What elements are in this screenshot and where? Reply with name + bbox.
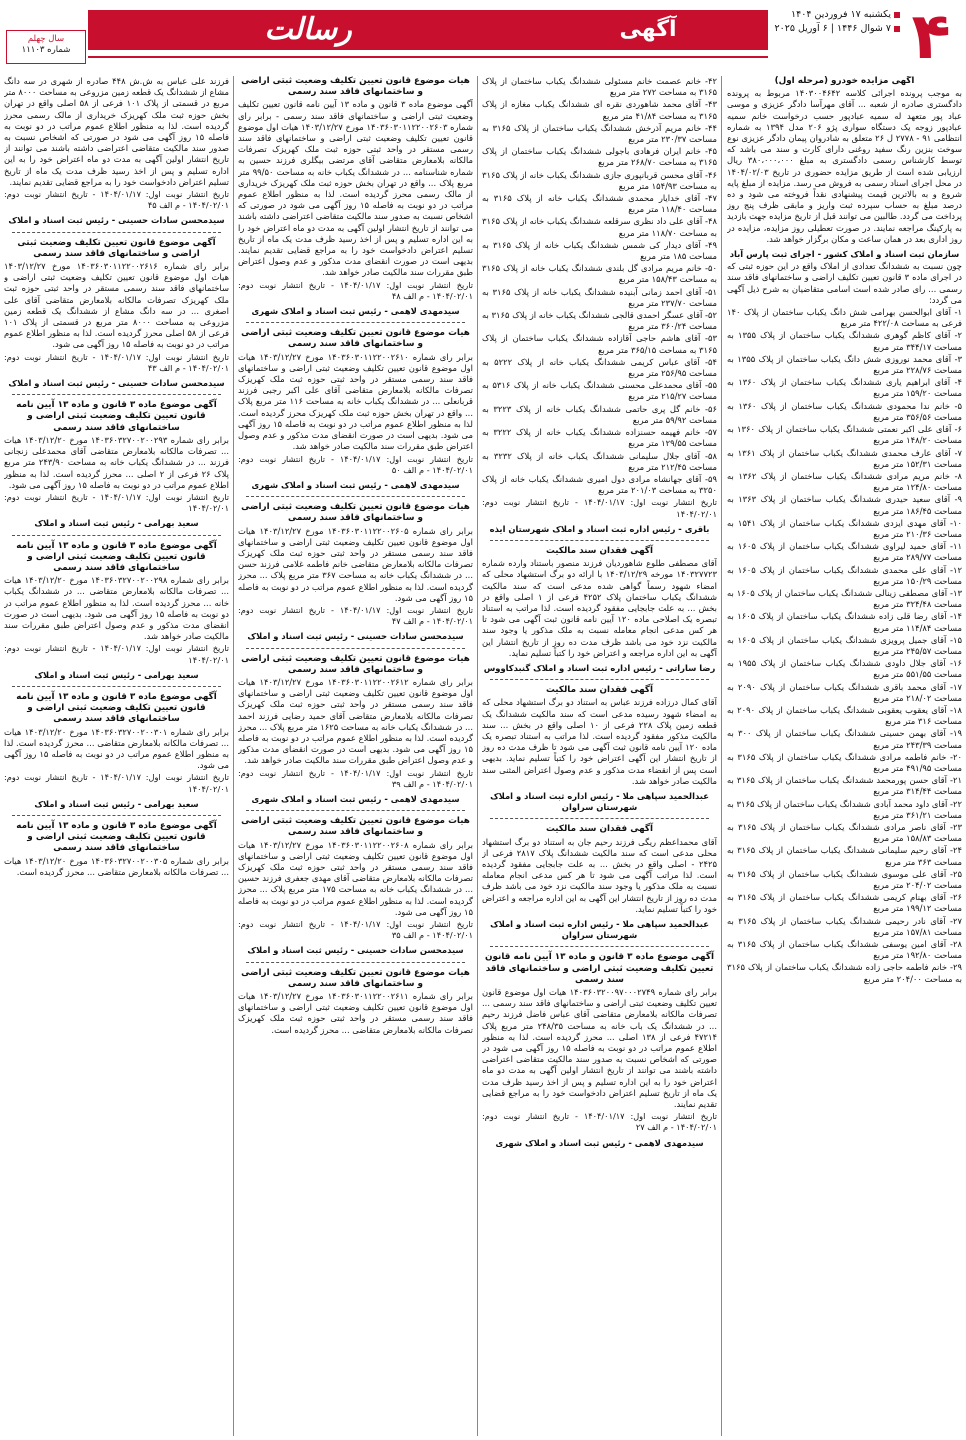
ad-signature: سیدمهدی لاهمی - رئیس ثبت اسناد و املاک شهری [251, 306, 460, 317]
ad-title: آگهی موضوع ماده ۳ قانون و ماده ۱۳ آیین نامه قانون تعیین تکلیف وضعیت ثبتی اراضی و ساختمانهای فاقد سند رسمی [16, 400, 217, 433]
ad-body: ۱۰- آقای مهدی ایزدی ششدانگ یکباب ساختمان از پلاک ۱۵۴۱ به مساحت ۲۱۰/۳۶ متر مربع [727, 517, 962, 539]
newspaper-logo: رسالت [88, 10, 528, 50]
ad-body: برابر رای شماره ۱۴۰۳۶۰۳۰۱۱۲۲۰۰۲۶۱۰ مورخ ۱۴۰۳/۱۲/۲۷ هیات اول موضوع قانون تعیین تکلیف وضعیت ثبتی اراضی و ساختمانهای فاقد سند رسمی مستقر در واحد ثبتی حوزه ثبت ملک کهریزک تصرفات مالکانه بلامعارض متقاضی آقای علی اکبر رجبی فرزند قربانعلی ... در ششدانگ یکباب خانه به مساحت ۱۱۶ متر مربع پلاک ... واقع در تهران بخش حوزه ثبت ملک کهریزک محرز گردیده است. لذا به منظور اطلاع عموم مراتب در دو نوبت به فاصله ۱۵ روز آگهی می شود. بدیهی است در صورت انقضای مدت مذکور و عدم وصول اعتراض طبق مقررات سند مالکیت صادر خواهد شد. [238, 351, 473, 452]
ad-separator [490, 679, 709, 680]
ad-body: ۱- آقای ابوالحسن بهرامی شش دانگ یکباب ساختمان از پلاک ۱۴۰ فرعی به مساحت ۴۲۲/۰۸ متر مربع [727, 307, 962, 329]
ad-title: هیات موضوع قانون تعیین تکلیف وضعیت ثبتی اراضی و ساختمانهای فاقد سند رسمی [241, 816, 470, 838]
column-1 [727, 76, 962, 1436]
ad-signature: سیدمحسن سادات حسینی - رئیس ثبت اسناد و املاک [8, 378, 225, 389]
ad-title: آگهی موضوع ماده ۳ قانون و ماده ۱۳ آیین نامه قانون تعیین تکلیف وضعیت ثبتی اراضی و ساختمانهای فاقد سند رسمی [16, 820, 217, 854]
ad-body: ۴۳- آقای محمد شاهوردی نقره ای ششدانگ یکباب مغازه از پلاک ۳۱۶۵ به مساحت ۴۱/۸۴ متر مربع [482, 99, 717, 121]
ad-signature: سیدمهدی لاهمی - رئیس ثبت اسناد و املاک شهری [251, 479, 460, 490]
ad-signature: سیدمحسن سادات حسینی - رئیس ثبت اسناد و املاک [247, 945, 464, 956]
ad-body: ۱۵- آقای جمیل پرویزی ششدانگ یکباب ساختمان از پلاک ۱۶۰۵ به مساحت ۲۴۵/۵۷ متر مربع [727, 634, 962, 656]
ad-publish-date: تاریخ انتشار نوبت اول: ۱۴۰۴/۰۱/۱۷ - تاریخ انتشار نوبت دوم: ۱۴۰۴/۰۲/۰۱ - م الف ۳۹ [238, 767, 473, 789]
ad-separator [490, 818, 709, 819]
ad-title: هیات موضوع قانون تعیین تکلیف وضعیت ثبتی اراضی و ساختمانهای فاقد سند رسمی [241, 76, 470, 98]
section-title: آگهی [528, 10, 768, 50]
ad-body: برابر رای شماره ۱۴۰۳۶۰۳۲۷۰۰۲۰۰۲۹۸ مورخ ۱۴۰۳/۱۲/۲۰ هیات ... تصرفات مالکانه بلامعارض متقاضی ... در ششدانگ یکباب خانه ... محرز گردیده است. لذا به منظور اطلاع عموم مراتب در دو نوبت به فاصله ۱۵ روز آگهی می شود. بدیهی است در صورت انقضای مدت مذکور و عدم وصول اعتراض طبق مقررات سند مالکیت صادر خواهد شد. [4, 575, 229, 642]
ad-body: برابر رای شماره ۱۴۰۳۶۰۳۲۷۰۰۲۰۰۳۰۱ مورخ ۱۴۰۳/۱۲/۲۰ هیات ... تصرفات مالکانه بلامعارض متقاضی ... محرز گردیده است. لذا به منظور اطلاع عموم مراتب در دو نوبت به فاصله ۱۵ روز آگهی می شود. [4, 726, 229, 771]
issue-year: سال چهلم [27, 34, 65, 44]
ad-body: ۱۷- آقای محمد باقری ششدانگ یکباب ساختمان از پلاک ۲۰۹۰ به مساحت ۲۱۸/۰۲ متر مربع [727, 681, 962, 703]
ad-body: ۷- آقای عارف محمدی ششدانگ یکباب ساختمان از پلاک ۱۳۶۱ به مساحت ۱۵۲/۳۱ متر مربع [727, 447, 962, 469]
ad-body: ۵۹- آقای جهانشاه مرادی دول امیری ششدانگ یکباب خانه از پلاک ۳۲۵۰ به مساحت ۲۰۱/۰۳ متر مربع [482, 473, 717, 496]
ad-body: ۵۵- آقای محمدعلی محسنی ششدانگ یکباب خانه از پلاک ۵۳۱۶ به مساحت ۲۱۵/۲۷ متر مربع [482, 380, 717, 402]
ad-publish-date: تاریخ انتشار نوبت اول: ۱۴۰۴/۰۱/۱۷ - تاریخ انتشار نوبت دوم: ۱۴۰۴/۰۲/۰۱ [4, 491, 229, 514]
ad-body: ۵۴- آقای عباس کریمی ششدانگ یکباب خانه از پلاک ۵۲۲۲ به مساحت ۲۵۶/۹۵ متر مربع [482, 356, 717, 379]
ad-title: آگهی مزایده خودرو (مرحله اول) [774, 76, 915, 86]
ad-body: برابر رای شماره ۱۴۰۳۶۰۳۲۷۰۰۲۰۰۳۰۵ مورخ ۱۴۰۳/۱۲/۲۰ هیات ... تصرفات مالکانه بلامعارض متقاضی ... محرز گردیده است. [4, 855, 229, 877]
ad-body: آقای محمداعظم ریگی فرزند رحیم جان به استناد دو برگ استشهاد محلی مدعی است که سند مالکیت ششدانگ پلاک ۲۸۱۷ فرعی از ۲۴۲۵ - اصلی واقع در بخش ... به علت جابجایی مفقود گردیده است. لذا مراتب آگهی می شود تا هر کس مدعی انجام معامله نسبت به ملک مذکور یا وجود سند مالکیت نزد خود می باشد ظرف مدت ده روز از تاریخ انتشار این آگهی به این اداره مراجعه و اعتراض خود را کتباً تسلیم نماید. [482, 836, 717, 914]
ad-signature: عبدالحمید سپاهی ملا - رئیس اداره ثبت اسناد و املاک شهرستان سراوان [490, 919, 709, 941]
ad-body: ۴- آقای ابراهیم یاری ششدانگ یکباب ساختمان از پلاک ۱۳۶۰ به مساحت ۱۵۹/۲۰ متر مربع [727, 377, 962, 399]
column-4 [4, 76, 229, 1436]
ad-title: هیات موضوع قانون تعیین تکلیف وضعیت ثبتی اراضی و ساختمانهای فاقد سند رسمی [241, 328, 470, 350]
header-divider [88, 56, 768, 58]
ad-body: ۴۵- خانم ایران فرهادی باجولی ششدانگ یکباب ساختمان از پلاک ۳۱۶۵ به مساحت ۲۶۸/۷۰ متر مربع [482, 146, 717, 168]
ad-separator [246, 496, 465, 497]
ad-signature: عبدالحمید سپاهی ملا - رئیس اداره ثبت اسناد و املاک شهرستان سراوان [490, 790, 709, 813]
ad-signature: سیدمهدی لاهمی - رئیس ثبت اسناد و املاک شهری [251, 793, 460, 804]
column-rule [721, 76, 722, 1436]
ad-body: ۲۶- آقای بهنام کریمی ششدانگ یکباب ساختمان از پلاک ۳۱۶۵ به مساحت ۱۹۹/۱۲ متر مربع [727, 892, 962, 914]
ad-body: ۲۰- خانم فاطمه مرادی ششدانگ یکباب ساختمان از پلاک ۳۱۶۵ به مساحت ۴۹۱/۹۵ متر مربع [727, 751, 962, 773]
ad-separator [246, 648, 465, 649]
ad-body: ۳- آقای محمد نوروزی شش دانگ یکباب ساختمان از پلاک ۱۳۵۵ به مساحت ۲۲۸/۷۶ متر مربع [727, 353, 962, 376]
column-3 [238, 76, 473, 1436]
column-rule [233, 76, 234, 1436]
date-line-1: یکشنبه ۱۷ فروردین ۱۴۰۴ [770, 8, 900, 22]
ad-body: برابر رای شماره ۱۴۰۳۶۰۳۰۱۱۲۲۰۰۲۶۱۲ مورخ ۱۴۰۳/۱۲/۲۷ هیات اول موضوع قانون تعیین تکلیف وضعیت ثبتی اراضی و ساختمانهای فاقد سند رسمی مستقر در واحد ثبتی حوزه ثبت ملک کهریزک تصرفات مالکانه بلامعارض متقاضی آقای حمید رضایی فرزند احمد ... در ششدانگ یکباب خانه به مساحت ۱۶۲۵ متر مربع پلاک ... محرز گردیده است. لذا به منظور اطلاع عموم مراتب در دو نوبت به فاصله ۱۵ روز آگهی می شود. بدیهی است در صورت انقضای مدت مذکور و عدم وصول اعتراض طبق مقررات سند مالکیت صادر خواهد شد. [238, 676, 473, 766]
ad-body: برابر رای شماره ۱۴۰۳۶۰۳۲۰۰۹۷۰۰۰۲۷۴۹ هیات اول موضوع قانون تعیین تکلیف وضعیت ثبتی اراضی و ساختمانهای فاقد سند رسمی ... تصرفات مالکانه بلامعارض متقاضی آقای عباس فاضل فرزند رحیم ... در ششدانگ یک باب خانه به مساحت ۲۴۸/۳۵ متر مربع پلاک ۴۷۲۱۴ فرعی از ۱۳۸ اصلی ... محرز گردیده است. لذا به منظور اطلاع عموم مراتب در دو نوبت به فاصله ۱۵ روز آگهی می شود در صورتی که اشخاص نسبت به صدور سند مالکیت متقاضی اعتراضی داشته باشند می توانند از تاریخ انتشار اولین آگهی به مدت دو ماه اعتراض خود را به این اداره تسلیم و پس از اخذ رسید ظرف مدت یک ماه از تاریخ تسلیم اعتراض دادخواست خود را به مراجع قضایی تقدیم نمایند. [482, 987, 717, 1110]
page-number: ۴ [911, 0, 951, 74]
ad-body: ۲۲- آقای داود محمد آبادی ششدانگ یکباب ساختمان از پلاک ۳۱۶۵ به مساحت ۳۶۱/۲۱ متر مربع [727, 798, 962, 820]
ad-signature: سازمان ثبت اسناد و املاک کشور - اجرای ثبت پارس آباد [729, 249, 960, 260]
ad-body: برابر رای شماره ۱۴۰۳۶۰۳۰۱۱۲۲۰۰۲۶۰۸ مورخ ۱۴۰۳/۱۲/۲۷ هیات اول موضوع قانون تعیین تکلیف وضعیت ثبتی اراضی و ساختمانهای فاقد سند رسمی مستقر در واحد ثبتی حوزه ثبت ملک کهریزک تصرفات مالکانه بلامعارض متقاضی آقای مهدی جعفری فرزند حسین ... در ششدانگ یکباب خانه به مساحت ۱۷۵ متر مربع پلاک ... محرز گردیده است. لذا به منظور اطلاع عموم مراتب در دو نوبت به فاصله ۱۵ روز آگهی می شود. [238, 839, 473, 917]
ad-title: آگهی موضوع ماده ۳ قانون و ماده ۱۳ آیین نامه قانون تعیین تکلیف وضعیت ثبتی اراضی و ساختمانهای فاقد سند رسمی [16, 540, 217, 573]
ad-separator [490, 540, 709, 541]
ad-body: ۵۰- خانم مریم مرادی گل بلندی ششدانگ یکباب خانه از پلاک ۳۱۶۵ به مساحت ۱۵۸/۴۳ متر مربع [482, 263, 717, 285]
newspaper-header [0, 0, 966, 74]
ad-title: آگهی فقدان سند مالکیت [545, 824, 654, 835]
ad-separator [12, 232, 221, 233]
ad-body: به موجب پرونده اجرائی کلاسه ۱۴۰۳۰۰۴۶۴۲ مربوط به پرونده دادگستری صادره از شعبه ... آقای مهرآسا دادگر عزیزی و موسی عباد پور متعهد له سمیه عبادپور حسب درخواست خانم سمیه عبادپور زوجه یک دستگاه سواری پژو ۲۰۶ مدل ۱۳۹۴ به شماره انتظامی ۹۱ - ۲۷۷۸ ل ۲۶ متعلق به شادروان پیمان دادگر عزیزی نوع سوخت بنزین رنگ سفید روغنی دارای کارت و سند می باشد که توسط کارشناس رسمی دادگستری به مبلغ ۳۸۰،۰۰۰،۰۰۰ ریال ارزیابی شده است از طریق مزایده حضوری در تاریخ ۱۴۰۴/۰۲/۰۳ در محل اجرای اسناد رسمی به فروش می رسد. مزایده از مبلغ پایه شروع و به بالاترین قیمت پیشنهادی نقداً فروخته می شود و ده درصد مبلغ به حساب سپرده ثبت واریز و مابقی ظرف پنج روز پرداخت می گردد. طالبین می توانند قبل از تاریخ مزایده جهت بازدید به پارکینگ مراجعه نمایند. در صورت تعطیلی روز مزایده، مزایده در روز اداری بعد در همان ساعت و مکان برگزار خواهد شد. [727, 88, 962, 244]
ad-separator [246, 322, 465, 323]
issue-number: شماره ۱۱۱۰۳ [21, 45, 71, 55]
ad-signature: سعید بهرامی - رئیس ثبت اسناد و املاک [34, 798, 199, 809]
ad-body: ۴۷- آقای خدایار محمدی ششدانگ یکباب خانه از پلاک ۳۱۶۵ به مساحت ۱۱۸/۴۰ متر مربع [482, 193, 717, 215]
ad-body: ۶- آقای علی اکبر نعمتی ششدانگ یکباب ساختمان از پلاک ۱۳۶۰ به مساحت ۱۴۸/۲۰ متر مربع [727, 424, 962, 446]
ad-signature: سیدمهدی لاهمی - رئیس ثبت اسناد و املاک شهری [495, 1137, 704, 1148]
ad-body: ۵۳- آقای هاشم حاجی آقازاده ششدانگ یکباب ساختمان از پلاک ۳۱۶۵ به مساحت ۳۶۵/۱۵ متر مربع [482, 333, 717, 355]
ad-publish-date: تاریخ انتشار نوبت اول: ۱۴۰۴/۰۱/۱۷ - تاریخ انتشار نوبت دوم: ۱۴۰۴/۰۲/۰۱ [4, 643, 229, 665]
ad-body: ۸- خانم مریم مرادی ششدانگ یکباب ساختمان از پلاک ۱۳۶۲ به مساحت ۱۲۴/۸۰ متر مربع [727, 470, 962, 493]
ad-body: ۱۲- آقای علی محمدی ششدانگ یکباب ساختمان از پلاک ۱۶۰۵ به مساحت ۱۵۰/۲۹ متر مربع [727, 564, 962, 586]
ad-separator [12, 535, 221, 536]
ad-body: آقای کمال درزاده فرزند عباس به استناد دو برگ استشهاد محلی که به امضاء شهود رسیده مدعی است که سند مالکیت ششدانگ یک قطعه زمین پلاک ۲۲۸ فرعی از ۱۰ اصلی واقع در بخش ... سند مالکیت مذکور مفقود گردیده است. لذا مراتب به استناد تبصره یک ماده ۱۲۰ آیین نامه قانون ثبت آگهی می شود تا ظرف مدت ده روز از تاریخ انتشار این آگهی اعتراض خود را کتباً تسلیم نماید. بدیهی است پس از انقضاء مدت مذکور و عدم وصول اعتراض المثنی سند مالکیت صادر خواهد شد. [482, 697, 717, 786]
ad-publish-date: تاریخ انتشار نوبت اول: ۱۴۰۴/۰۱/۱۷ - تاریخ انتشار نوبت دوم: ۱۴۰۴/۰۲/۰۱ - م الف ۴۵ [4, 189, 229, 211]
ad-body: ۲۵- آقای علی موسوی ششدانگ یکباب ساختمان از پلاک ۳۱۶۵ به مساحت ۲۰۴/۰۲ متر مربع [727, 868, 962, 891]
ad-title: هیات موضوع قانون تعیین تکلیف وضعیت ثبتی اراضی و ساختمانهای فاقد سند رسمی [241, 502, 470, 524]
ad-body: آگهی موضوع ماده ۳ قانون و ماده ۱۳ آیین نامه قانون تعیین تکلیف وضعیت ثبتی اراضی و ساختمانهای فاقد سند رسمی - برابر رای شماره ۱۴۰۳۶۰۳۰۱۱۲۲۰۰۲۶۰۳ مورخ ۱۴۰۳/۱۲/۲۷ هیات اول موضوع قانون تعیین تکلیف وضعیت ثبتی اراضی و ساختمانهای فاقد سند رسمی مستقر در واحد ثبتی حوزه ثبت ملک کهریزک تصرفات مالکانه بلامعارض متقاضی آقای مرتضی بیگلری فرزند حسین به شماره شناسنامه ... در ششدانگ یکباب خانه به مساحت ۹۹/۵۰ متر مربع پلاک ... واقع در تهران بخش حوزه ثبت ملک کهریزک خریداری از مالک رسمی محرز گردیده است. لذا به منظور اطلاع عموم مراتب در دو نوبت به فاصله ۱۵ روز آگهی می شود در صورتی که اشخاص نسبت به صدور سند مالکیت متقاضی اعتراضی داشته باشند می توانند از تاریخ انتشار اولین آگهی به مدت دو ماه اعتراض خود را به این اداره تسلیم و پس از اخذ رسید ظرف مدت یک ماه از تاریخ تسلیم اعتراض دادخواست خود را به مراجع قضایی تقدیم نمایند. بدیهی است در صورت انقضای مدت مذکور و عدم وصول اعتراض طبق مقررات سند مالکیت صادر خواهد شد. [238, 99, 473, 278]
ad-signature: سعید بهرامی - رئیس ثبت اسناد و املاک [34, 518, 199, 529]
ad-body: ۵۲- آقای عسگر احمدی قالجی ششدانگ یکباب خانه از پلاک ۳۱۶۵ به مساحت ۳۶۰/۲۴ متر مربع [482, 310, 717, 332]
square-bullet-icon [894, 12, 900, 18]
ad-body: ۱۴- آقای رضا قلی زاده ششدانگ یکباب ساختمان از پلاک ۱۶۰۵ به مساحت ۱۱۴/۸۴ متر مربع [727, 611, 962, 633]
ad-body: ۱۶- آقای جلال داودی ششدانگ یکباب ساختمان از پلاک ۱۹۵۵ به مساحت ۵۵۱/۵۵ متر مربع [727, 658, 962, 680]
ad-body: ۲۸- آقای امین یوسفی ششدانگ یکباب ساختمان از پلاک ۳۱۶۵ به مساحت ۱۹۲/۸۰ متر مربع [727, 939, 962, 961]
ad-columns [4, 76, 962, 1436]
ad-title: هیات موضوع قانون تعیین تکلیف وضعیت ثبتی اراضی و ساختمانهای فاقد سند رسمی [241, 967, 470, 989]
ad-body: ۵- خانم ندا محمودی ششدانگ یکباب ساختمان از پلاک ۱۳۶۰ به مساحت ۳۵۶/۵۶ متر مربع [727, 400, 962, 422]
ad-publish-date: تاریخ انتشار نوبت اول: ۱۴۰۴/۰۱/۱۷ - تاریخ انتشار نوبت دوم: ۱۴۰۴/۰۲/۰۱ - م الف ۴۳ [4, 351, 229, 373]
ad-publish-date: تاریخ انتشار نوبت اول: ۱۴۰۴/۰۱/۱۷ - تاریخ انتشار نوبت دوم: ۱۴۰۴/۰۲/۰۱ [4, 772, 229, 794]
ad-body: برابر رای شماره ۱۴۰۳۶۰۳۰۱۱۲۲۰۰۲۶۰۵ مورخ ۱۴۰۳/۱۲/۲۷ هیات اول موضوع قانون تعیین تکلیف وضعیت ثبتی اراضی و ساختمانهای فاقد سند رسمی مستقر در واحد ثبتی حوزه ثبت ملک کهریزک تصرفات مالکانه بلامعارض متقاضی خانم فاطمه غلامی فرزند حسن ... در ششدانگ یکباب خانه به مساحت ۳۶۷ متر مربع پلاک ... محرز گردیده است. لذا به منظور اطلاع عموم مراتب در دو نوبت به فاصله ۱۵ روز آگهی می شود. [238, 525, 473, 603]
date-box [770, 8, 900, 66]
date-line-2: ۷ شوال ۱۴۴۶ | ۶ آوریل ۲۰۲۵ [770, 22, 900, 36]
ad-title: هیات موضوع قانون تعیین تکلیف وضعیت ثبتی اراضی و ساختمانهای فاقد سند رسمی [241, 653, 470, 675]
ad-body: ۵۱- آقای احمد زمانی آبنیده ششدانگ یکباب خانه از پلاک ۳۱۶۵ به مساحت ۲۳۷/۷۰ متر مربع [482, 286, 717, 308]
ad-signature: سیدمحسن سادات حسینی - رئیس ثبت اسناد و املاک [8, 215, 225, 226]
ad-title: آگهی فقدان سند مالکیت [545, 545, 654, 556]
ad-body: فرزند علی عباس به ش.ش ۴۴۸ صادره از شهری در سه دانگ مشاع از ششدانگ یک قطعه زمین مزروعی به مساحت ۸۰۰۰ متر مربع در قسمتی از پلاک ۱۰۱ فرعی از ۵۸ اصلی واقع در تهران بخش حوزه ثبت ملک کهریزک خریداری از مالک رسمی محرز گردیده است. لذا به منظور اطلاع عموم مراتب در دو نوبت به فاصله ۱۵ روز آگهی می شود در صورتی که اشخاص نسبت به صدور سند مالکیت متقاضی اعتراضی داشته باشند می توانند از تاریخ انتشار اولین آگهی به مدت دو ماه اعتراض خود را به این اداره تسلیم و پس از اخذ رسید ظرف مدت یک ماه از تاریخ تسلیم اعتراض دادخواست خود را به مراجع قضایی تقدیم نمایند. [4, 76, 229, 187]
ad-title: آگهی فقدان سند مالکیت [545, 685, 654, 696]
ad-signature: رضا ساراتی - رئیس اداره ثبت اسناد و املاک گنبدکاووس [483, 662, 716, 673]
ad-body: ۲- آقای کاظم گوهری ششدانگ یکباب ساختمان از پلاک ۱۳۵۵ به مساحت ۳۴۴/۱۷ متر مربع [727, 330, 962, 352]
ad-publish-date: تاریخ انتشار نوبت اول: ۱۴۰۴/۰۱/۱۷ - تاریخ انتشار نوبت دوم: ۱۴۰۴/۰۲/۰۱ - م الف ۴۷ [238, 604, 473, 627]
ad-signature: سیدمحسن سادات حسینی - رئیس ثبت اسناد و املاک [247, 631, 464, 642]
ad-body: ۲۳- آقای ناصر مرادی ششدانگ یکباب ساختمان از پلاک ۳۱۶۵ به مساحت ۱۵۸/۸۳ متر مربع [727, 822, 962, 844]
ad-body: ۱۳- آقای مصطفی زینالی ششدانگ یکباب ساختمان از پلاک ۱۶۰۵ به مساحت ۳۲۴/۴۸ متر مربع [727, 587, 962, 610]
ad-publish-date: تاریخ انتشار نوبت اول: ۱۴۰۴/۰۱/۱۷ - تاریخ انتشار نوبت دوم: ۱۴۰۴/۰۲/۰۱ - م الف ۲۷ [482, 1111, 717, 1133]
ad-publish-date: تاریخ انتشار نوبت اول: ۱۴۰۴/۰۱/۱۷ - تاریخ انتشار نوبت دوم: ۱۴۰۴/۰۲/۰۱ - م الف ۴۸ [238, 279, 473, 301]
ad-body: ۴۸- آقای علی داد نظری سرقلعه ششدانگ یکباب خانه از پلاک ۳۱۶۵ به مساحت ۱۱۸/۷۰ متر مربع [482, 216, 717, 238]
ad-body: ۴۴- خانم مریم آذرخش ششدانگ یکباب ساختمان از پلاک ۳۱۶۵ به مساحت ۲۳۰/۳۷ متر مربع [482, 122, 717, 145]
ad-body: ۵۸- آقای جلال سلیمانی ششدانگ یکباب خانه از پلاک ۳۲۳۲ به مساحت ۲۱۲/۴۵ متر مربع [482, 450, 717, 472]
ad-publish-date: تاریخ انتشار نوبت اول: ۱۴۰۴/۰۱/۱۷ - تاریخ انتشار نوبت دوم: ۱۴۰۴/۰۲/۰۱ [482, 497, 717, 519]
ad-body: آقای مصطفی طلوع شاهوردیان فرزند منصور باستناد وارده شماره ۱۴۰۳۲۷۷۲۳ مورخه ۱۴۰۳/۱۲/۲۹ با ارائه دو برگ استشهاد محلی که امضاء شهود رسماً گواهی شده مدعی است که سند مالکیت ششدانگ یکباب ساختمان پلاک ۴۲۵۲ فرعی از ۱ اصلی واقع در بخش ... به علت جابجایی مفقود گردیده است. لذا مراتب به استناد تبصره یک اصلاحی ماده ۱۲۰ آیین نامه قانون ثبت آگهی می شود تا هر کس مدعی انجام معامله نسبت به ملک مذکور یا وجود سند مالکیت نزد خود می باشد ظرف مدت ده روز از تاریخ انتشار این آگهی به این اداره مراجعه و اعتراض خود را کتباً تسلیم نماید. [482, 558, 717, 658]
ad-body: ۲۹- خانم فاطمه حاجی زاده ششدانگ یکباب ساختمان از پلاک ۳۱۶۵ به مساحت ۲۰۴/۰۰ متر مربع [727, 962, 962, 984]
ad-separator [12, 394, 221, 395]
ad-separator [246, 810, 465, 811]
ad-body: ۲۴- آقای رحیم سلیمانی ششدانگ یکباب ساختمان از پلاک ۳۱۶۵ به مساحت ۳۶۳ متر مربع [727, 845, 962, 867]
ad-body: برابر رای شماره ۱۴۰۳۶۰۳۲۷۰۰۲۰۰۲۹۳ مورخ ۱۴۰۳/۱۲/۲۰ هیات ... تصرفات مالکانه بلامعارض متقاضی آقای محمدعلی زنجانی فرزند ... در ششدانگ یکباب خانه به مساحت ۲۴۳/۹۰ متر مربع پلاک ۲۶ فرعی از ۲ اصلی ... محرز گردیده است. لذا به منظور اطلاع عموم مراتب در دو نوبت به فاصله ۱۵ روز آگهی می شود. [4, 434, 229, 490]
ad-signature: باقری - رئیس اداره ثبت اسناد و املاک شهرستان ایذه [489, 523, 710, 534]
ad-signature: سعید بهرامی - رئیس ثبت اسناد و املاک [34, 669, 199, 680]
ad-body: ۵۷- خانم فهیمه حسنزاده ششدانگ یکباب خانه از پلاک ۳۲۲۲ به مساحت ۱۲۹/۵۵ متر مربع [482, 427, 717, 449]
square-bullet-icon [894, 26, 900, 32]
ad-title: آگهی موضوع قانون تعیین تکلیف وضعیت ثبتی اراضی و ساختمانهای فاقد سند رسمی [17, 237, 216, 259]
ad-body: ۲۱- آقای حسن پورمحمد ششدانگ یکباب ساختمان از پلاک ۳۱۶۵ به مساحت ۳۱۴/۴۴ متر مربع [727, 775, 962, 797]
ad-separator [12, 815, 221, 816]
ad-body: چون نسبت به ششدانگ تعدادی از املاک واقع در این حوزه ثبتی که در اجرای ماده ۳ قانون تعیین تکلیف اراضی و ساختمانهای فاقد سند رسمی ... رای صادر شده است اسامی متقاضیان به شرح ذیل آگهی می گردد: [727, 261, 962, 305]
ad-separator [12, 686, 221, 687]
ad-body: ۵۶- خانم گل پری حاتمی ششدانگ یکباب خانه از پلاک ۳۲۲۳ به مساحت ۵۹/۹۲ متر مربع [482, 403, 717, 425]
ad-body: ۴۹- آقای دیدار کی شمس ششدانگ یکباب خانه از پلاک ۳۱۶۵ به مساحت ۱۸۵ متر مربع [482, 239, 717, 262]
ad-body: ۱۸- آقای یعقوب یعقوبی ششدانگ یکباب ساختمان از پلاک ۲۰۹۰ به مساحت ۳۱۶ متر مربع [727, 704, 962, 727]
issue-box [6, 30, 86, 64]
ad-title: آگهی موضوع ماده ۳ قانون و ماده ۱۳ آیین نامه قانون تعیین تکلیف وضعیت ثبتی اراضی و ساختمانهای فاقد سند رسمی [485, 952, 714, 985]
ad-body: ۴۲- خانم عصمت خانم مسئولی ششدانگ یکباب ساختمان از پلاک ۳۱۶۵ به مساحت ۲۷۲ متر مربع [482, 76, 717, 98]
ad-separator [490, 946, 709, 947]
ad-separator [246, 962, 465, 963]
ad-publish-date: تاریخ انتشار نوبت اول: ۱۴۰۴/۰۱/۱۷ - تاریخ انتشار نوبت دوم: ۱۴۰۴/۰۲/۰۱ - م الف ۵۰ [238, 453, 473, 475]
ad-body: ۹- آقای سعید حیدری ششدانگ یکباب ساختمان از پلاک ۱۳۶۳ به مساحت ۱۸۶/۴۵ متر مربع [727, 494, 962, 516]
ad-body: ۱۱- آقای حمید لیراوی ششدانگ یکباب ساختمان از پلاک ۱۶۰۵ به مساحت ۲۸۹/۷۷ متر مربع [727, 541, 962, 563]
ad-body: برابر رای شماره ۱۴۰۳۶۰۳۰۱۱۲۲۰۰۲۶۱۶ مورخ ۱۴۰۳/۱۲/۲۷ هیات اول موضوع قانون تعیین تکلیف وضعیت ثبتی اراضی و ساختمانهای فاقد سند رسمی مستقر در واحد ثبتی حوزه ثبت ملک کهریزک تصرفات مالکانه بلامعارض متقاضی آقای علی اصغری ... در سه دانگ مشاع از ششدانگ یک قطعه زمین مزروعی به مساحت ۸۰۰۰ متر مربع در قسمتی از پلاک ۱۰۱ فرعی از ۵۸ اصلی محرز گردیده است. لذا به منظور اطلاع عموم مراتب در دو نوبت به فاصله ۱۵ روز آگهی می شود. [4, 261, 229, 350]
ad-body: ۴۶- آقای محسن قربانپوری جازی ششدانگ یکباب خانه از پلاک ۳۱۶۵ به مساحت ۱۵۴/۹۳ متر مربع [482, 169, 717, 191]
ad-body: ۲۷- آقای نادر رحیمی ششدانگ یکباب ساختمان از پلاک ۳۱۶۵ به مساحت ۱۵۷/۸۱ متر مربع [727, 915, 962, 937]
column-2 [482, 76, 717, 1436]
ad-title: آگهی موضوع ماده ۳ قانون و ماده ۱۳ آیین نامه قانون تعیین تکلیف وضعیت ثبتی اراضی و ساختمانهای فاقد سند رسمی [16, 691, 217, 725]
column-rule [477, 76, 478, 1436]
ad-publish-date: تاریخ انتشار نوبت اول: ۱۴۰۴/۰۱/۱۷ - تاریخ انتشار نوبت دوم: ۱۴۰۴/۰۲/۰۱ - م الف ۳۵ [238, 919, 473, 941]
ad-body: برابر رای شماره ۱۴۰۳۶۰۳۰۱۱۲۲۰۰۲۶۱۱ مورخ ۱۴۰۳/۱۲/۲۷ هیات اول موضوع قانون تعیین تکلیف وضعیت ثبتی اراضی و ساختمانهای فاقد سند رسمی مستقر در واحد ثبتی حوزه ثبت ملک کهریزک تصرفات مالکانه بلامعارض متقاضی ... محرز گردیده است. [238, 991, 473, 1035]
ad-body: ۱۹- آقای بهمن حسینی ششدانگ یکباب ساختمان از پلاک ۳۰۰ به مساحت ۲۴۳/۳۹ متر مربع [727, 728, 962, 750]
